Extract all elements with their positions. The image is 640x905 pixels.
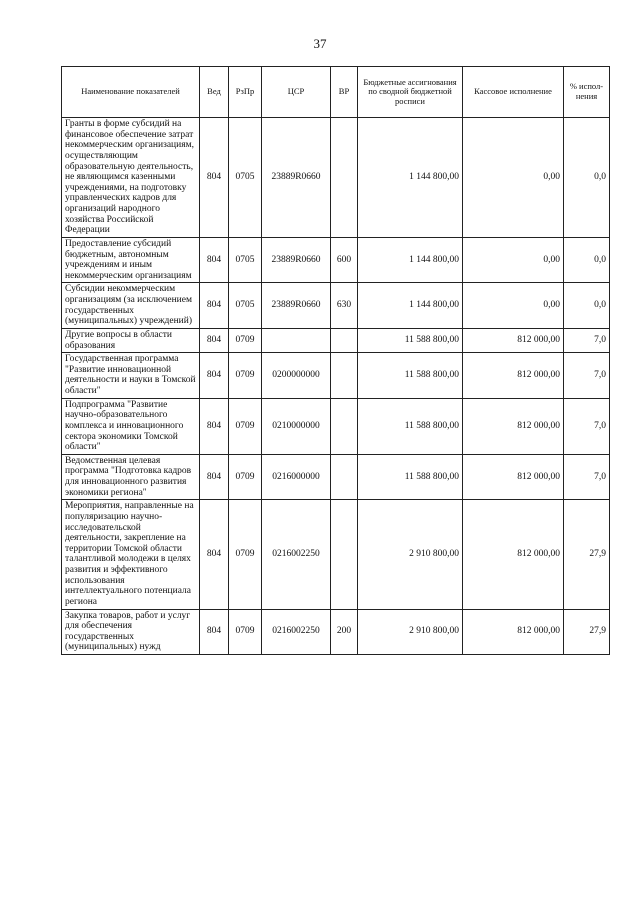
cell-percent: 7,0 — [564, 398, 610, 454]
cell-rzpr: 0709 — [229, 609, 262, 655]
cell-vr — [331, 500, 358, 609]
cell-rzpr: 0709 — [229, 454, 262, 500]
cell-csr: 23889R0660 — [262, 283, 331, 329]
cell-vr: 200 — [331, 609, 358, 655]
cell-cash: 0,00 — [463, 118, 564, 238]
header-ved: Вед — [200, 67, 229, 118]
cell-rzpr: 0709 — [229, 500, 262, 609]
cell-name: Мероприятия, направленные на популяризацию научно-исследовательской деятельности, закрепление на территории Томской области талантливой молодежи в целях развития и эффективного использования интеллектуального потенциала региона — [62, 500, 200, 609]
cell-ved: 804 — [200, 328, 229, 352]
cell-rzpr: 0709 — [229, 353, 262, 399]
cell-cash: 812 000,00 — [463, 398, 564, 454]
cell-budget: 11 588 800,00 — [358, 328, 463, 352]
page-number: 37 — [313, 36, 327, 51]
cell-vr — [331, 398, 358, 454]
cell-percent: 7,0 — [564, 328, 610, 352]
cell-name: Подпрограмма "Развитие научно-образовательного комплекса и инновационного сектора экономики Томской области" — [62, 398, 200, 454]
table-row — [62, 398, 610, 454]
cell-cash: 812 000,00 — [463, 500, 564, 609]
cell-ved: 804 — [200, 398, 229, 454]
cell-name: Субсидии некоммерческим организациям (за исключением государственных (муниципальных) учреждений) — [62, 283, 200, 329]
cell-budget: 1 144 800,00 — [358, 283, 463, 329]
cell-percent: 0,0 — [564, 283, 610, 329]
cell-ved: 804 — [200, 500, 229, 609]
cell-vr: 600 — [331, 237, 358, 283]
cell-budget: 2 910 800,00 — [358, 609, 463, 655]
table-row — [62, 454, 610, 500]
cell-name: Предоставление субсидий бюджетным, автономным учреждениям и иным некоммерческим организациям — [62, 237, 200, 283]
cell-vr — [331, 353, 358, 399]
cell-vr — [331, 328, 358, 352]
cell-cash: 812 000,00 — [463, 454, 564, 500]
cell-rzpr: 0709 — [229, 328, 262, 352]
cell-rzpr: 0705 — [229, 237, 262, 283]
cell-ved: 804 — [200, 118, 229, 238]
header-csr: ЦСР — [262, 67, 331, 118]
cell-csr: 0216000000 — [262, 454, 331, 500]
cell-csr: 0200000000 — [262, 353, 331, 399]
cell-vr — [331, 454, 358, 500]
cell-csr — [262, 328, 331, 352]
cell-name: Гранты в форме субсидий на финансовое обеспечение затрат некоммерческим организациям, осуществляющим образовательную деятельность, не являющимся казенными учреждениями, на подготовку управленческих кадров для организаций народного хозяйства Российской Федерации — [62, 118, 200, 238]
cell-cash: 812 000,00 — [463, 609, 564, 655]
cell-rzpr: 0705 — [229, 118, 262, 238]
cell-percent: 0,0 — [564, 237, 610, 283]
table-row — [62, 237, 610, 283]
header-cash: Кассовое исполнение — [463, 67, 564, 118]
cell-cash: 0,00 — [463, 237, 564, 283]
table-row — [62, 328, 610, 352]
cell-budget: 11 588 800,00 — [358, 454, 463, 500]
cell-budget: 11 588 800,00 — [358, 353, 463, 399]
table-row — [62, 283, 610, 329]
cell-vr — [331, 118, 358, 238]
table-row — [62, 609, 610, 655]
cell-ved: 804 — [200, 454, 229, 500]
header-percent: % испол-нения — [564, 67, 610, 118]
budget-execution-table — [61, 66, 610, 655]
cell-csr: 23889R0660 — [262, 237, 331, 283]
cell-name: Другие вопросы в области образования — [62, 328, 200, 352]
cell-rzpr: 0709 — [229, 398, 262, 454]
cell-ved: 804 — [200, 609, 229, 655]
cell-percent: 7,0 — [564, 353, 610, 399]
table-body — [62, 118, 610, 655]
header-rzpr: РзПр — [229, 67, 262, 118]
cell-csr: 23889R0660 — [262, 118, 331, 238]
cell-cash: 0,00 — [463, 283, 564, 329]
cell-budget: 1 144 800,00 — [358, 237, 463, 283]
table-row — [62, 500, 610, 609]
header-vr: ВР — [331, 67, 358, 118]
cell-percent: 0,0 — [564, 118, 610, 238]
cell-name: Ведомственная целевая программа "Подготовка кадров для инновационного развития экономики региона" — [62, 454, 200, 500]
cell-budget: 11 588 800,00 — [358, 398, 463, 454]
table-row — [62, 353, 610, 399]
cell-percent: 7,0 — [564, 454, 610, 500]
cell-percent: 27,9 — [564, 609, 610, 655]
cell-ved: 804 — [200, 237, 229, 283]
header-budget: Бюджетные ассигнования по сводной бюджетной росписи — [358, 67, 463, 118]
cell-csr: 0210000000 — [262, 398, 331, 454]
cell-rzpr: 0705 — [229, 283, 262, 329]
table-row — [62, 118, 610, 238]
cell-ved: 804 — [200, 353, 229, 399]
cell-cash: 812 000,00 — [463, 353, 564, 399]
cell-csr: 0216002250 — [262, 609, 331, 655]
header-name: Наименование показателей — [62, 67, 200, 118]
table-header-row — [62, 67, 610, 118]
cell-budget: 1 144 800,00 — [358, 118, 463, 238]
cell-budget: 2 910 800,00 — [358, 500, 463, 609]
cell-vr: 630 — [331, 283, 358, 329]
cell-cash: 812 000,00 — [463, 328, 564, 352]
cell-name: Закупка товаров, работ и услуг для обеспечения государственных (муниципальных) нужд — [62, 609, 200, 655]
cell-name: Государственная программа "Развитие инновационной деятельности и науки в Томской области" — [62, 353, 200, 399]
cell-ved: 804 — [200, 283, 229, 329]
cell-percent: 27,9 — [564, 500, 610, 609]
cell-csr: 0216002250 — [262, 500, 331, 609]
